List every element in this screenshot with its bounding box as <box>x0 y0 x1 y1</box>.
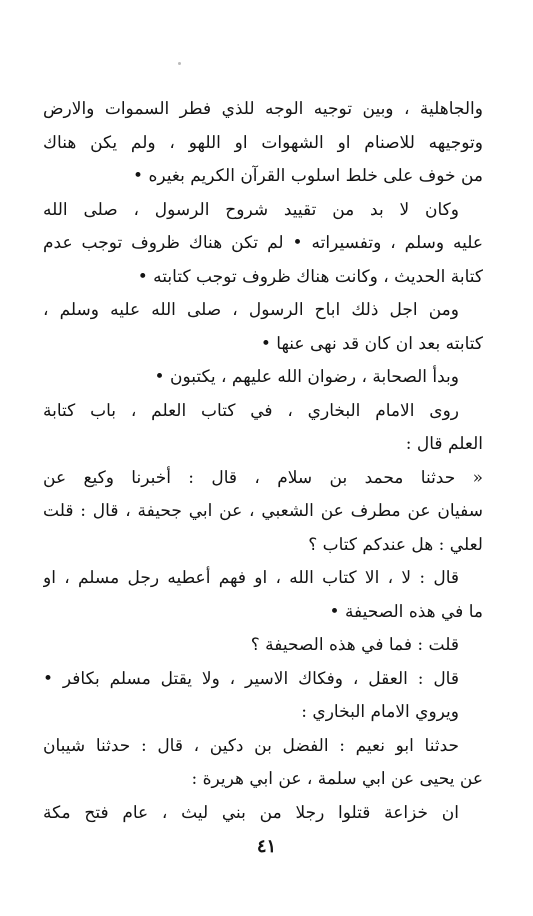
text-line: العلم قال : <box>405 434 483 454</box>
text-line: ويروي الامام البخاري : <box>301 702 459 722</box>
text-line: ومن اجل ذلك اباح الرسول ، صلى الله عليه وسلم ، <box>43 300 459 320</box>
page-number: ٤١ <box>256 836 277 857</box>
text-line: روى الامام البخاري ، في كتاب العلم ، باب كتابة <box>43 400 459 421</box>
text-line: كتابة الحديث ، وكانت هناك ظروف توجب كتابته • <box>137 266 483 287</box>
text-line: قال : العقل ، وفكاك الاسير ، ولا يقتل مسلم بكافر • <box>43 668 459 689</box>
text-line: عليه وسلم ، وتفسيراته • لم تكن هناك ظروف توجب عدم <box>43 233 483 253</box>
text-line: « حدثنا محمد بن سلام ، قال : أخبرنا وكيع عن <box>43 467 483 488</box>
text-line: وكان لا بد من تقييد شروح الرسول ، صلى الله <box>43 199 459 220</box>
text-line: ان خزاعة قتلوا رجلا من بني ليث ، عام فتح مكة <box>43 802 459 823</box>
body-text <box>43 93 483 830</box>
text-line: ما في هذه الصحيفة • <box>329 601 483 622</box>
text-line: من خوف على خلط اسلوب القرآن الكريم بغيره • <box>133 166 483 186</box>
text-line: قلت : فما في هذه الصحيفة ؟ <box>250 635 459 655</box>
text-line: سفيان عن مطرف عن الشعبي ، عن ابي جحيفة ، قال : قلت <box>43 501 483 521</box>
text-line: حدثنا ابو نعيم : الفضل بن دكين ، قال : حدثنا شيبان <box>43 735 459 756</box>
text-line: لعلي : هل عندكم كتاب ؟ <box>308 534 483 555</box>
text-line: وتوجيهه للاصنام او الشهوات او اللهو ، ولم يكن هناك <box>43 132 483 153</box>
text-line: قال : لا ، الا كتاب الله ، او فهم أعطيه رجل مسلم ، او <box>43 568 459 588</box>
paper-speck <box>178 62 181 65</box>
text-line: والجاهلية ، وبين توجيه الوجه للذي فطر السموات والارض <box>43 99 483 119</box>
text-line: عن يحيى عن ابي سلمة ، عن ابي هريرة : <box>191 769 483 789</box>
text-line: وبدأ الصحابة ، رضوان الله عليهم ، يكتبون • <box>154 367 459 387</box>
text-line: كتابته بعد ان كان قد نهى عنها • <box>260 333 483 354</box>
